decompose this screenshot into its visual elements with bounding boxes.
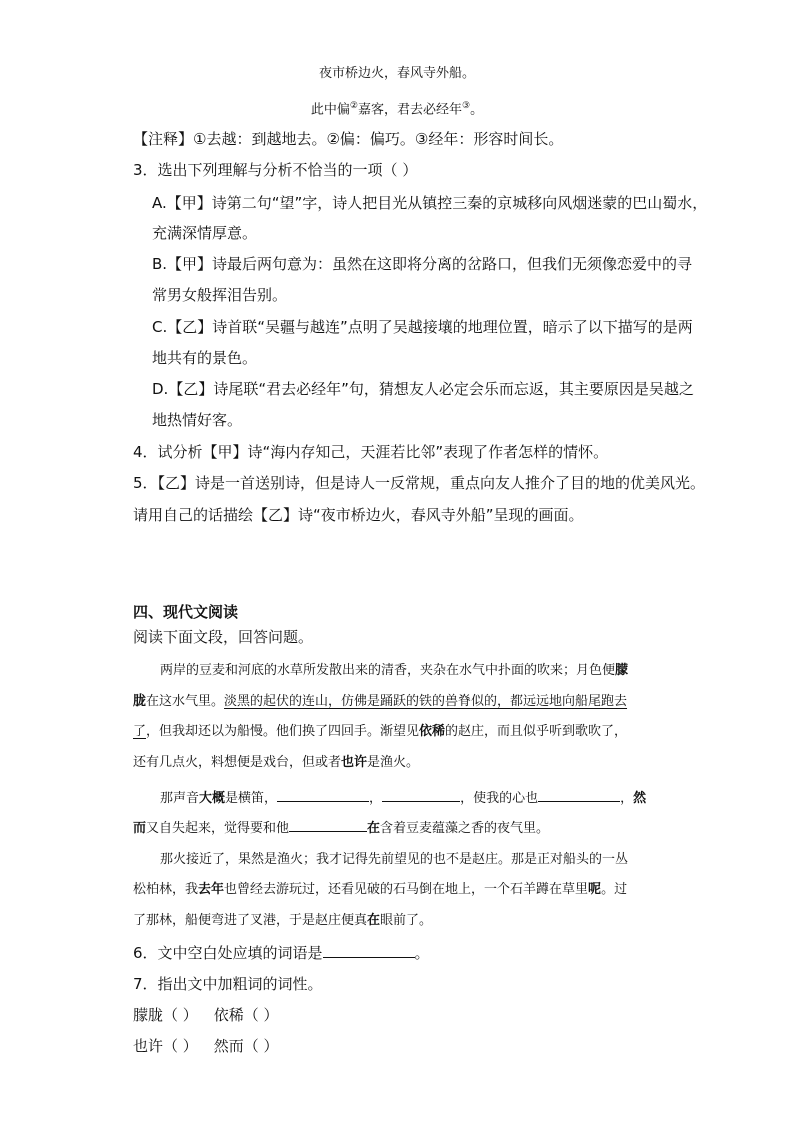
option-c-line-1: C.【乙】诗首联“吴疆与越连”点明了吴越接壤的地理位置，暗示了以下描写的是两 — [152, 318, 693, 336]
poem-line-1: 夜市桥边火，春风寺外船。 — [318, 66, 475, 81]
question-6: 6．文中空白处应填的词语是 。 — [133, 944, 430, 962]
bold-word: 依稀 — [419, 724, 446, 739]
bold-word: 在 — [367, 821, 381, 836]
passage-p1-line-1: 两岸的豆麦和河底的水草所发散出来的清香，夹杂在水气中扑面的吹来；月色便朦 — [160, 663, 629, 678]
bold-word: 也许 — [341, 755, 368, 770]
fill-blank-1[interactable] — [277, 787, 369, 802]
bold-word: 朦 — [615, 663, 629, 678]
answer-slot-raner[interactable]: 然而（ ） — [213, 1037, 279, 1055]
passage-p3-line-3: 了那林，船便弯进了叉港，于是赵庄便真在眼前了。 — [133, 913, 433, 928]
bold-word: 胧 — [133, 694, 147, 709]
bold-word: 去年 — [198, 882, 225, 897]
fill-blank-2[interactable] — [382, 787, 460, 802]
answer-blank-q6[interactable] — [323, 943, 415, 958]
question-5-line-1: 5．【乙】诗是一首送别诗，但是诗人一反常规，重点向友人推介了目的地的优美风光。 — [133, 474, 706, 492]
answer-slot-menglong[interactable]: 朦胧（ ） — [133, 1006, 198, 1024]
passage-p2-line-2: 而又自失起来，觉得要和他 在含着豆麦蕴藻之香的夜气里。 — [133, 817, 549, 839]
annotation-notes: 【注释】①去越：到越地去。②偏：偏巧。③经年：形容时间长。 — [133, 130, 564, 148]
section-4-title: 四、现代文阅读 — [133, 603, 239, 621]
option-d-line-2: 地热情好客。 — [152, 411, 243, 429]
passage-p3-line-1: 那火接近了，果然是渔火；我才记得先前望见的也不是赵庄。那是正对船头的一丛 — [160, 852, 629, 867]
option-b-line-2: 常男女般挥泪告别。 — [152, 286, 288, 304]
option-c-line-2: 地共有的景色。 — [152, 349, 258, 367]
question-7-row-1 — [133, 1005, 279, 1025]
question-7-stem: 7．指出文中加粗词的词性。 — [133, 975, 323, 993]
fill-blank-3[interactable] — [538, 787, 620, 802]
note-mark-3: ③ — [462, 101, 471, 111]
underlined-sentence: 淡黑的起伏的连山，仿佛是踊跃的铁的兽脊似的，都远远地向船尾跑去 — [224, 694, 628, 709]
bold-word: 大概 — [199, 791, 226, 806]
bold-word: 在 — [367, 913, 381, 928]
option-a-line-1: A.【甲】诗第二句“望”字，诗人把目光从镇控三秦的京城移向风烟迷蒙的巴山蜀水， — [152, 194, 708, 212]
passage-p3-line-2: 松柏林，我去年也曾经去游玩过，还看见破的石马倒在地上，一个石羊蹲在草里呢。过 — [133, 882, 628, 897]
passage-p1-line-3: 了，但我却还以为船慢。他们换了四回手。渐望见依稀的赵庄，而且似乎听到歌吹了， — [133, 724, 628, 739]
bold-word: 然 — [633, 791, 647, 806]
option-a-line-2: 充满深情厚意。 — [152, 224, 258, 242]
note-mark-2: ② — [349, 101, 358, 111]
answer-slot-yexu[interactable]: 也许（ ） — [133, 1037, 198, 1055]
bold-word: 呢 — [588, 882, 602, 897]
bold-word: 而 — [133, 821, 147, 836]
question-3-stem: 3．选出下列理解与分析不恰当的一项（ ） — [133, 161, 418, 179]
answer-slot-yixi[interactable]: 依稀（ ） — [213, 1006, 279, 1024]
option-d-line-1: D.【乙】诗尾联“君去必经年”句，猜想友人必定会乐而忘返，其主要原因是吴越之 — [152, 380, 694, 398]
option-b-line-1: B.【甲】诗最后两句意为：虽然在这即将分离的岔路口，但我们无须像恋爱中的寻 — [152, 255, 693, 273]
passage-p1-line-2: 胧在这水气里。淡黑的起伏的连山，仿佛是踊跃的铁的兽脊似的，都远远地向船尾跑去 — [133, 694, 628, 709]
section-4-intro: 阅读下面文段，回答问题。 — [133, 628, 314, 646]
passage-p1-line-4: 还有几点火，料想便是戏台，但或者也许是渔火。 — [133, 755, 420, 770]
question-5-line-2: 请用自己的话描绘【乙】诗“夜市桥边火，春风寺外船”呈现的画面。 — [133, 506, 584, 524]
poem-line-2: 此中偏②嘉客，君去必经年③。 — [310, 101, 484, 118]
question-4: 4．试分析【甲】诗“海内存知己，天涯若比邻”表现了作者怎样的情怀。 — [133, 443, 609, 461]
passage-p2-line-1: 那声音大概是横笛， ， ，使我的心也 ，然 — [160, 787, 646, 809]
question-7-row-2 — [133, 1036, 279, 1056]
fill-blank-4[interactable] — [289, 817, 367, 832]
